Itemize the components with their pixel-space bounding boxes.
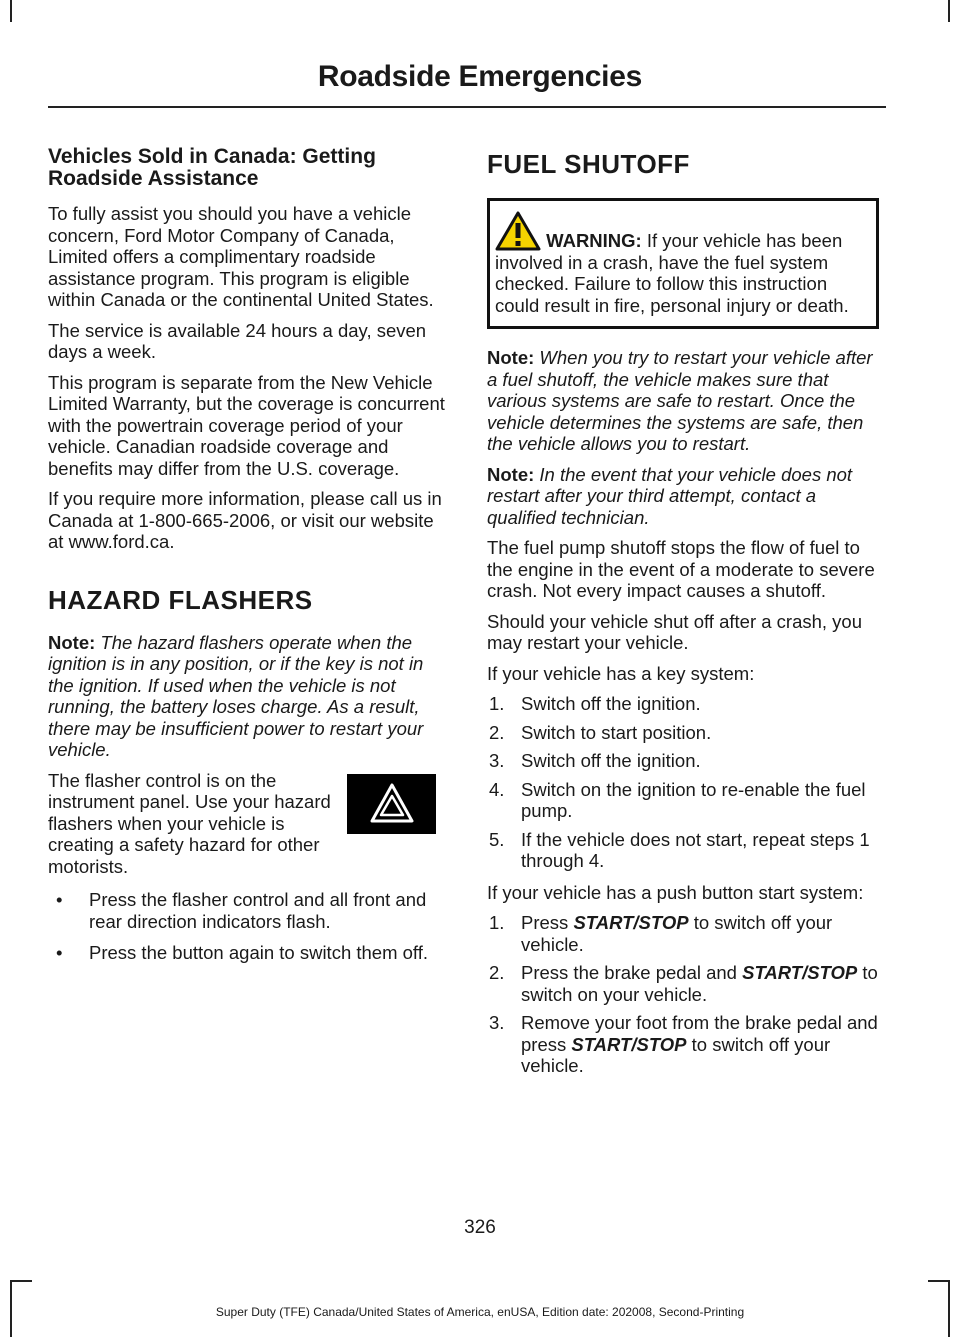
step-text: Press the brake pedal and (521, 962, 743, 983)
page-number: 326 (464, 1217, 496, 1238)
crop-mark-top-left (10, 0, 12, 22)
key-system-steps (487, 693, 879, 872)
list-item (487, 779, 879, 822)
list-item (487, 829, 879, 872)
list-item (487, 962, 879, 1005)
step-text: Remove your foot from the brake pedal and press (521, 1012, 878, 1055)
step-number: 3. (489, 750, 505, 771)
crop-mark-bottom-right-h (928, 1280, 950, 1282)
canada-paragraph: The service is available 24 hours a day, seven days a week. (48, 319, 427, 362)
header-divider (48, 106, 886, 108)
step-text: Switch on the ignition to re-enable the fuel pump. (521, 778, 866, 821)
list-item (487, 1012, 879, 1077)
note-label: Note: (48, 631, 96, 653)
push-button-steps (487, 912, 879, 1077)
note-text: When you try to restart your vehicle after a fuel shutoff, the vehicle makes sure that various systems are safe to restart. Once the vehicle determines the systems are safe, then the vehicle allows you to restart. (487, 347, 873, 454)
warning-box (487, 198, 879, 329)
note-text: In the event that your vehicle does not restart after your third attempt, contact a qualified technician. (487, 463, 853, 528)
step-text: to switch on your vehicle. (521, 962, 878, 1005)
note-text: The hazard flashers operate when the ignition is in any position, or if the key is not in the ignition. If used when the vehicle is not running, the battery loses charge. As a result, there may be insufficient power to restart your vehicle. (48, 631, 424, 760)
start-stop-command: START/STOP (742, 962, 858, 983)
list-item (48, 942, 446, 964)
hazard-flashers-heading: HAZARD FLASHERS (48, 584, 313, 615)
crop-mark-bottom-left-h (10, 1280, 32, 1282)
list-item (487, 722, 879, 744)
step-number: 1. (489, 693, 505, 714)
start-stop-command: START/STOP (573, 912, 689, 933)
left-column (48, 146, 446, 974)
fuel-paragraph: Should your vehicle shut off after a crash, you may restart your vehicle. (487, 610, 863, 653)
hazard-body: The flasher control is on the instrument panel. Use your hazard flashers when your vehicle is creating a safety hazard for other motorists. (48, 769, 331, 877)
list-item-text: Press the flasher control and all front and rear direction indicators flash. (89, 889, 427, 932)
list-item-text: Press the button again to switch them off. (89, 942, 429, 963)
step-text: Switch off the ignition. (521, 693, 701, 714)
start-stop-command: START/STOP (571, 1033, 687, 1055)
list-item (487, 750, 879, 772)
right-column (487, 146, 879, 1087)
push-button-intro: If your vehicle has a push button start system: (487, 881, 864, 903)
step-number: 5. (489, 828, 505, 850)
crop-mark-top-right (948, 0, 950, 22)
fuel-paragraph: The fuel pump shutoff stops the flow of fuel to the engine in the event of a moderate to severe crash. Not every impact causes a shutoff. (487, 537, 875, 601)
warning-label: WARNING: (546, 230, 642, 251)
canada-paragraph: This program is separate from the New Vehicle Limited Warranty, but the coverage is concurrent with the powertrain coverage period of your vehicle. Canadian roadside coverage and benefits may differ from the U.S. coverage. (48, 371, 445, 479)
step-text: Switch to start position. (521, 721, 712, 743)
hazard-bullet-list (48, 889, 446, 964)
warning-triangle-icon (495, 211, 541, 251)
step-number: 1. (489, 912, 505, 933)
bullet-mark: • (56, 942, 63, 963)
canada-assistance-heading: Vehicles Sold in Canada: Getting Roadside Assistance (48, 145, 376, 190)
fuel-note (487, 347, 879, 455)
page-header-title: Roadside Emergencies (317, 60, 642, 93)
hazard-triangle-icon (347, 774, 436, 834)
step-text: Press (521, 912, 574, 933)
bullet-mark: • (56, 889, 63, 910)
step-text: If the vehicle does not start, repeat steps 1 through 4. (521, 828, 870, 871)
step-number: 2. (489, 962, 505, 983)
note-label: Note: (487, 463, 535, 485)
warning-text: If your vehicle has been involved in a crash, have the fuel system checked. Failure to follow this instruction could result in fire, personal injury or death. (495, 230, 849, 316)
step-number: 3. (489, 1012, 505, 1033)
list-item (487, 912, 879, 955)
step-text: to switch off your vehicle. (521, 1033, 831, 1076)
step-text: Switch off the ignition. (521, 750, 701, 771)
fuel-shutoff-heading: FUEL SHUTOFF (487, 149, 690, 179)
step-number: 2. (489, 721, 505, 743)
key-system-intro: If your vehicle has a key system: (487, 662, 755, 684)
hazard-note (48, 632, 446, 761)
note-label: Note: (487, 347, 535, 368)
fuel-note (487, 464, 879, 529)
list-item (48, 889, 446, 932)
canada-paragraph: To fully assist you should you have a vehicle concern, Ford Motor Company of Canada, Limited offers a complimentary roadside assistance program. This program is eligible within Canada or the continental United States. (48, 203, 434, 310)
step-text: to switch off your vehicle. (521, 912, 833, 955)
step-number: 4. (489, 778, 505, 800)
canada-paragraph: If you require more information, please call us in Canada at 1-800-665-2006, or visit our website at www.ford.ca. (48, 488, 442, 552)
page-footer: Super Duty (TFE) Canada/United States of America, enUSA, Edition date: 202008, Second-Printing (215, 1305, 745, 1319)
list-item (487, 693, 879, 715)
